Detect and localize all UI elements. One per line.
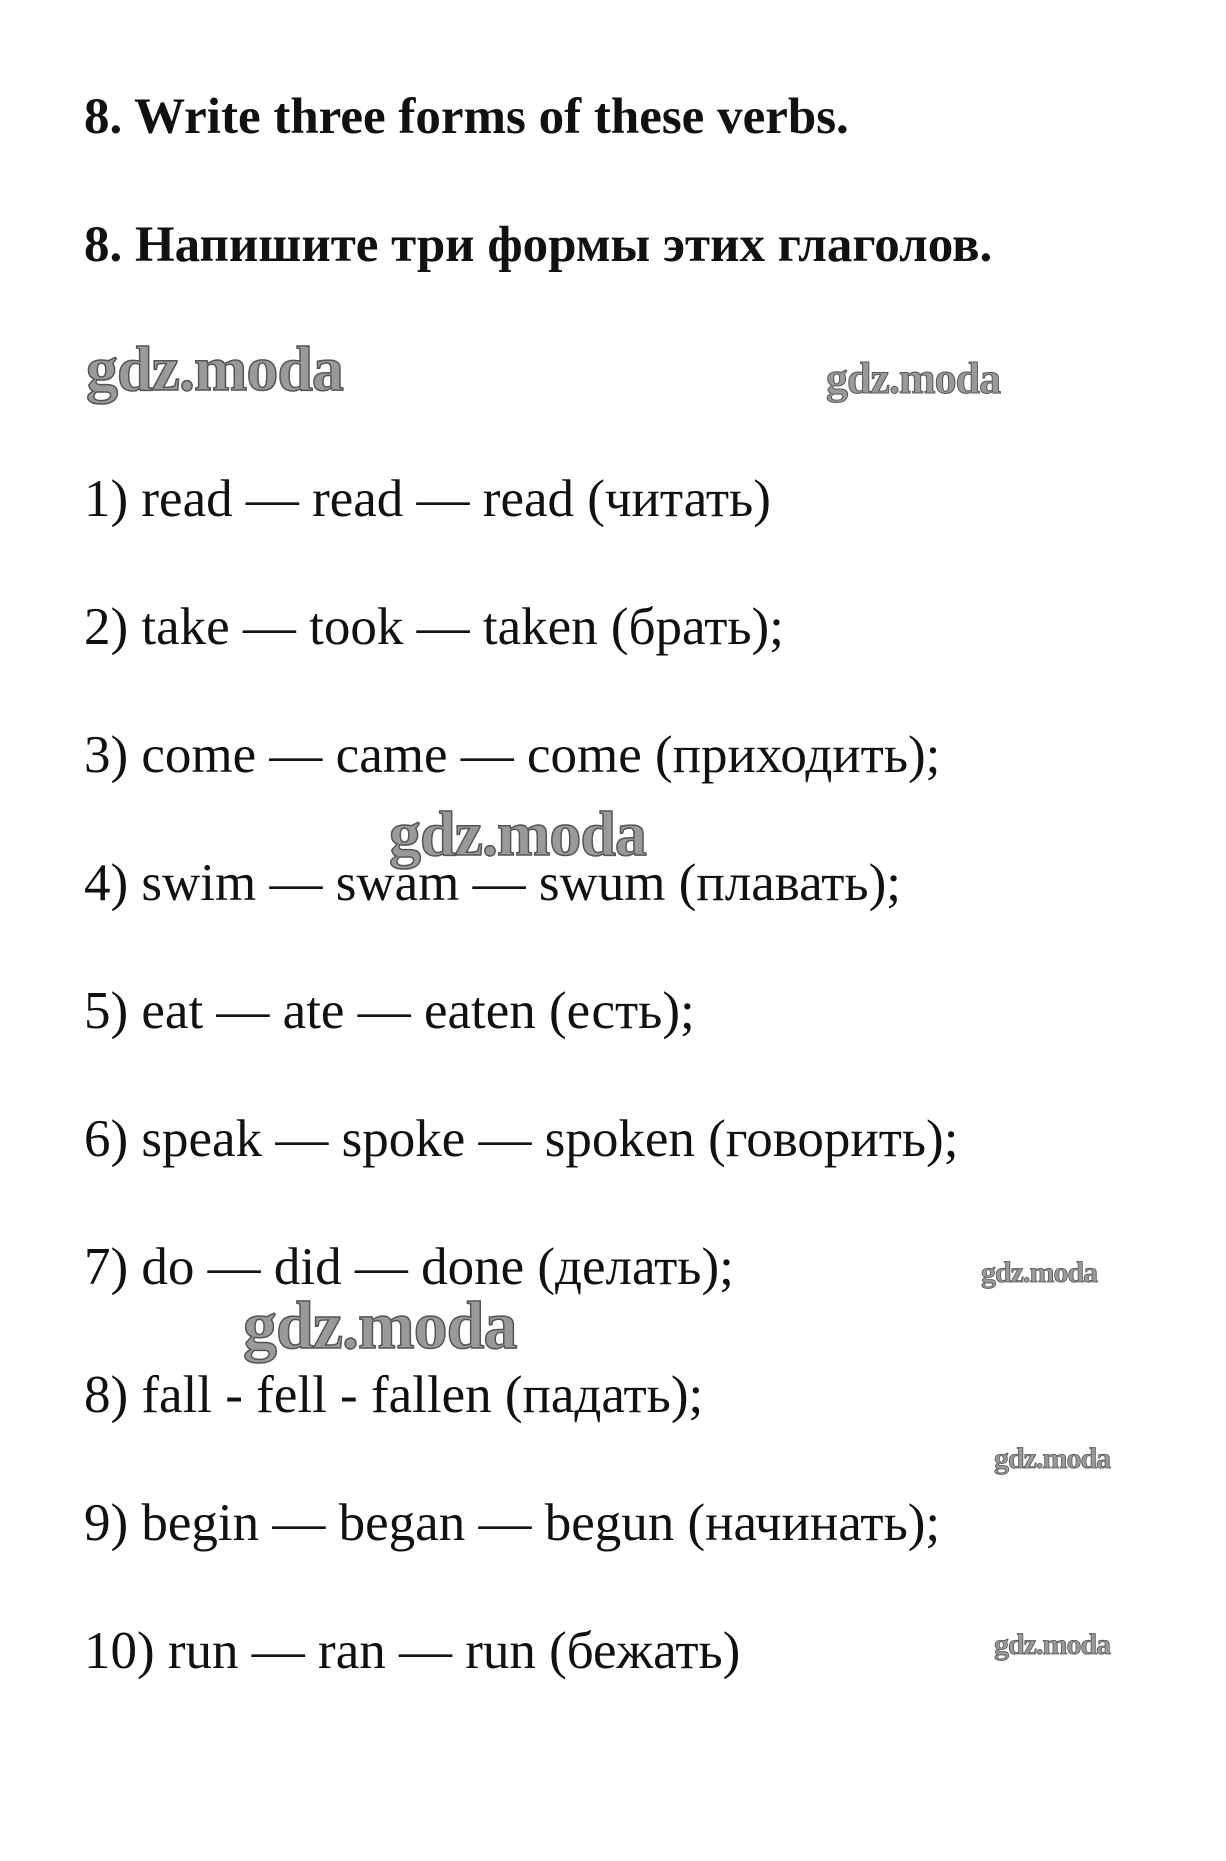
verb-item-5: 5) eat — ate — eaten (есть); — [84, 982, 695, 1040]
exercise-title-russian: 8. Напишите три формы этих глаголов. — [84, 217, 993, 273]
verb-item-7: 7) do — did — done (делать); — [84, 1238, 734, 1296]
watermark: gdz.moda — [389, 798, 646, 869]
verb-item-6: 6) speak — spoke — spoken (говорить); — [84, 1110, 959, 1168]
watermark: gdz.moda — [243, 1287, 517, 1363]
verb-item-3: 3) come — came — come (приходить); — [84, 726, 941, 784]
exercise-title-english: 8. Write three forms of these verbs. — [84, 89, 849, 145]
watermark: gdz.moda — [994, 1442, 1111, 1475]
verb-item-10: 10) run — ran — run (бежать) — [84, 1622, 741, 1680]
verb-item-8: 8) fall - fell - fallen (падать); — [84, 1366, 704, 1424]
watermark: gdz.moda — [994, 1628, 1111, 1661]
verb-item-4: 4) swim — swam — swum (плавать); — [84, 854, 901, 912]
watermark: gdz.moda — [86, 333, 343, 404]
verb-item-9: 9) begin — began — begun (начинать); — [84, 1494, 941, 1552]
watermark: gdz.moda — [826, 354, 1001, 403]
watermark: gdz.moda — [981, 1256, 1098, 1289]
verb-item-1: 1) read — read — read (читать) — [84, 470, 771, 528]
verb-item-2: 2) take — took — taken (брать); — [84, 598, 784, 656]
